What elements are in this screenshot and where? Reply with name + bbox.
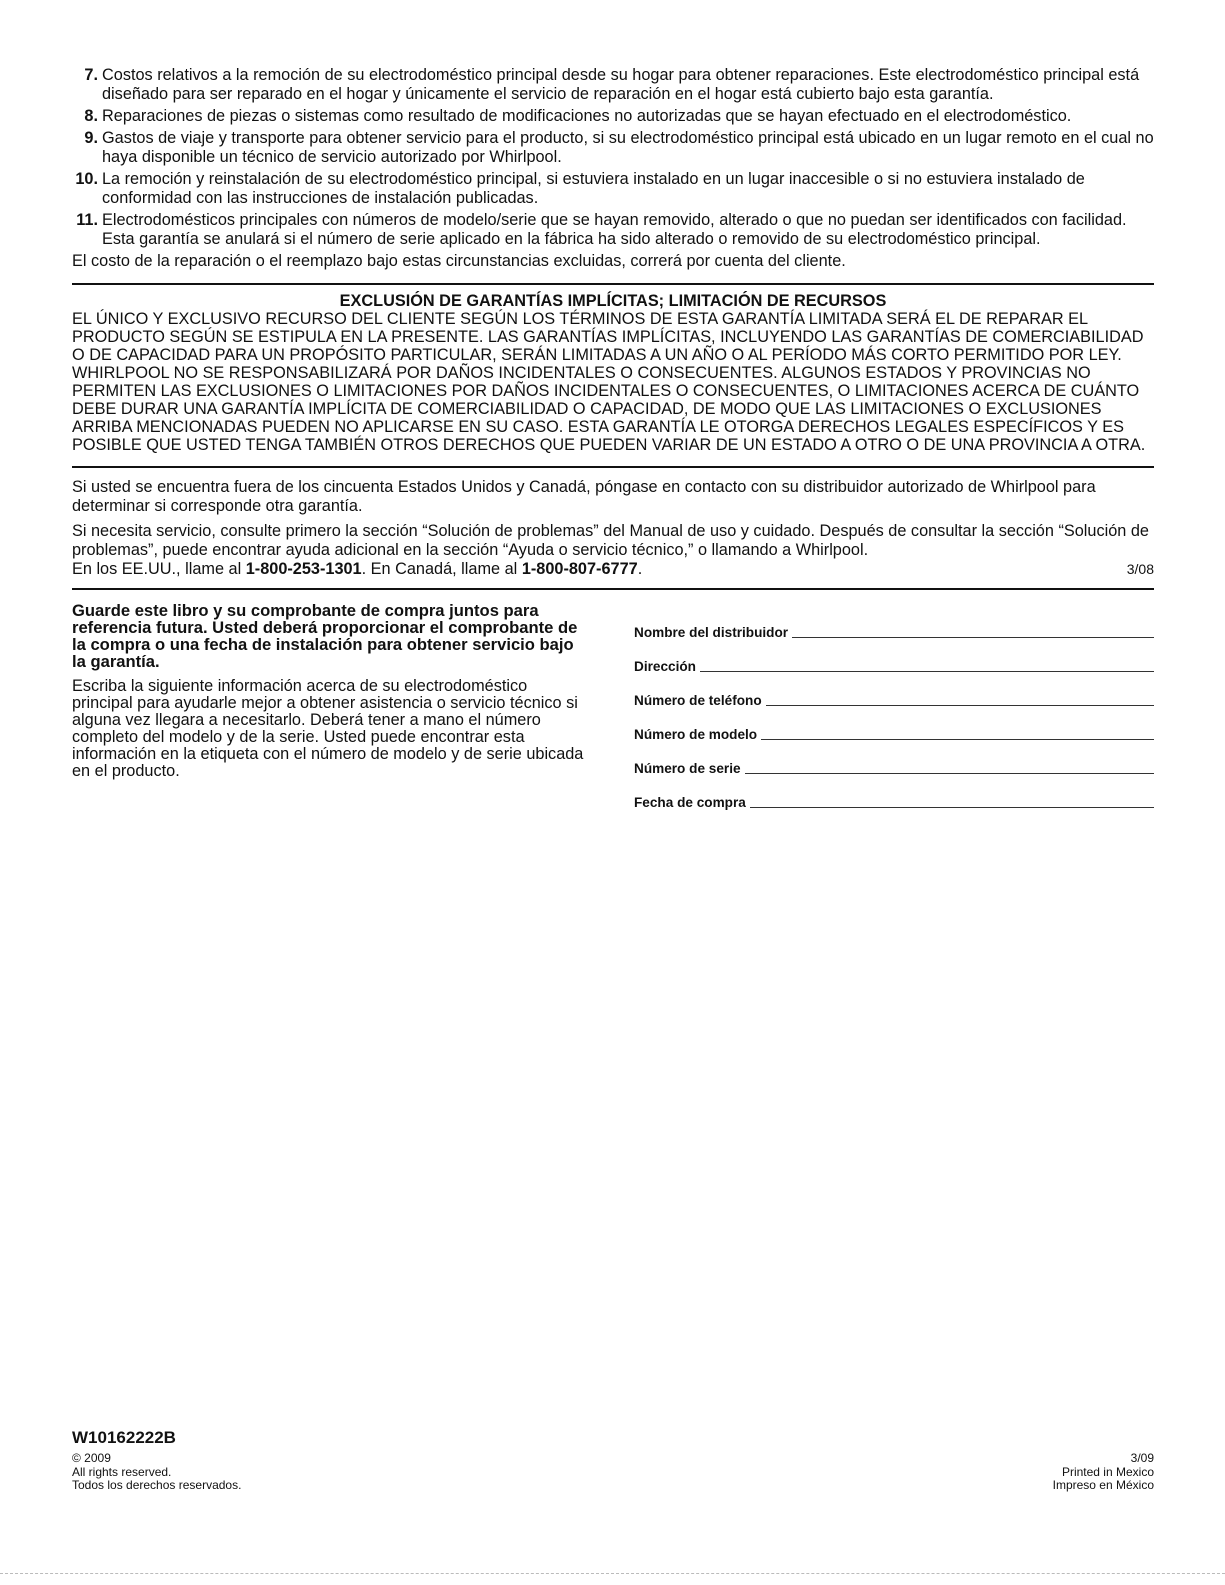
service-text xyxy=(72,522,1154,579)
field-label: Número de teléfono xyxy=(634,693,762,708)
field-label: Número de serie xyxy=(634,761,741,776)
document-number: W10162222B xyxy=(72,1428,176,1447)
list-item-text: Reparaciones de piezas o sistemas como resultado de modificaciones no autorizadas que se hayan efectuado en el electrodoméstico. xyxy=(102,107,1072,125)
footer-left xyxy=(72,1452,241,1493)
dealer-name-field xyxy=(634,608,1154,642)
list-item xyxy=(72,66,1154,104)
record-form xyxy=(634,602,1154,812)
fill-line xyxy=(745,772,1154,774)
exclusion-section xyxy=(72,292,1154,466)
list-item-number: 11. xyxy=(76,211,98,229)
copyright: © 2009 xyxy=(72,1451,111,1465)
list-item-text: Gastos de viaje y transporte para obtener servicio para el producto, si su electrodoméstico principal está ubicado en un lugar remoto en el cual no haya disponible un técnico de servicio autorizado por Whirlpool. xyxy=(102,129,1154,166)
outside-us-text: Si usted se encuentra fuera de los cincuenta Estados Unidos y Canadá, póngase en contacto con su distribuidor autorizado de Whirlpool para determinar si corresponde otra garantía. xyxy=(72,478,1096,515)
period: . xyxy=(637,560,643,578)
list-item-text: Electrodomésticos principales con números de modelo/serie que se hayan removido, alterado o que no puedan ser identificados con facilidad. Esta garantía se anulará si el número de serie aplicado en la fábrica ha sido alterado o removido de su electrodoméstico principal. xyxy=(102,211,1127,248)
version-date: 3/08 xyxy=(1126,561,1154,577)
printed-es: Impreso en México xyxy=(1052,1478,1154,1492)
keep-receipt-intro: Guarde este libro y su comprobante de compra juntos para referencia futura. Usted deberá proporcionar el comprobante de la compra o una fecha de instalación para obtener servicio bajo la garantía. xyxy=(72,601,578,671)
list-item xyxy=(72,211,1154,249)
fill-line xyxy=(792,636,1154,638)
rights-es: Todos los derechos reservados. xyxy=(72,1478,242,1492)
list-item xyxy=(72,170,1154,208)
page-footer xyxy=(72,1428,1154,1493)
list-item-number: 10. xyxy=(75,170,98,188)
us-prefix: En los EE.UU., llame al xyxy=(72,560,246,578)
field-label: Número de modelo xyxy=(634,727,758,742)
printed-en: Printed in Mexico xyxy=(1061,1464,1154,1479)
canada-prefix: . En Canadá, llame al xyxy=(361,560,522,578)
rights-en: All rights reserved. xyxy=(72,1464,172,1479)
address-field xyxy=(634,642,1154,676)
fill-line xyxy=(750,806,1154,808)
contact-info xyxy=(72,468,1154,588)
canada-phone: 1-800-807-6777 xyxy=(521,560,638,578)
phone-field xyxy=(634,676,1154,710)
record-section xyxy=(72,602,1154,812)
closing-sentence: El costo de la reparación o el reemplazo bajo estas circunstancias excluidas, correrá por cuenta del cliente. xyxy=(72,252,846,270)
field-label: Fecha de compra xyxy=(634,795,746,810)
print-date: 3/09 xyxy=(1130,1451,1154,1465)
list-item xyxy=(72,107,1154,126)
scan-edge-line xyxy=(0,1573,1225,1574)
divider xyxy=(72,588,1154,590)
service-text-body: Si necesita servicio, consulte primero la sección “Solución de problemas” del Manual de uso y cuidado. Después de consultar la sección “Solución de problemas”, puede encontrar ayuda adicional en la sección “Ayuda o servicio técnico,” o llamando a Whirlpool. xyxy=(72,522,1149,559)
exclusion-title: EXCLUSIÓN DE GARANTÍAS IMPLÍCITAS; LIMITACIÓN DE RECURSOS xyxy=(339,292,887,310)
serial-number-field xyxy=(634,744,1154,778)
list-item-number: 9. xyxy=(84,129,98,147)
phone-line xyxy=(72,560,1154,579)
fill-line xyxy=(766,704,1154,706)
list-item-number: 8. xyxy=(84,107,98,125)
model-number-field xyxy=(634,710,1154,744)
page-content xyxy=(72,66,1154,812)
exclusion-body: EL ÚNICO Y EXCLUSIVO RECURSO DEL CLIENTE SEGÚN LOS TÉRMINOS DE ESTA GARANTÍA LIMITADA SERÁ EL DE REPARAR EL PRODUCTO SEGÚN SE ESTIPULA EN LA PRESENTE. LAS GARANTÍAS IMPLÍCITAS, INCLUYENDO LAS GARANTÍAS DE COMERCIABILIDAD O DE CAPACIDAD PARA UN PROPÓSITO PARTICULAR, SERÁN LIMITADAS A UN AÑO O AL PERÍODO MÁS CORTO PERMITIDO POR LEY. WHIRLPOOL NO SE RESPONSABILIZARÁ POR DAÑOS INCIDENTALES O CONSECUENTES. ALGUNOS ESTADOS Y PROVINCIAS NO PERMITEN LAS EXCLUSIONES O LIMITACIONES POR DAÑOS INCIDENTALES O CONSECUENTES, O LIMITACIONES ACERCA DE CUÁNTO DEBE DURAR UNA GARANTÍA IMPLÍCITA DE COMERCIABILIDAD O CAPACIDAD, DE MODO QUE LAS LIMITACIONES O EXCLUSIONES ARRIBA MENCIONADAS PUEDEN NO APLICARSE EN SU CASO. ESTA GARANTÍA LE OTORGA DERECHOS LEGALES ESPECÍFICOS Y ES POSIBLE QUE USTED TENGA TAMBIÉN OTROS DERECHOS QUE PUEDEN VARIAR DE UN ESTADO A OTRO O DE UNA PROVINCIA A OTRA. xyxy=(72,310,1146,454)
fill-line xyxy=(761,738,1154,740)
us-phone: 1-800-253-1301 xyxy=(245,560,362,578)
phone-numbers xyxy=(72,560,642,579)
footer-columns xyxy=(72,1452,1154,1493)
purchase-date-field xyxy=(634,778,1154,812)
exclusions-list xyxy=(72,66,1154,249)
list-item-text: La remoción y reinstalación de su electrodoméstico principal, si estuviera instalado en un lugar inaccesible o si no estuviera instalado de conformidad con las instrucciones de instalación publicadas. xyxy=(102,170,1085,207)
fill-line xyxy=(700,670,1154,672)
list-item xyxy=(72,129,1154,167)
field-label: Dirección xyxy=(634,659,696,674)
keep-receipt-text xyxy=(72,602,590,812)
field-label: Nombre del distribuidor xyxy=(634,625,789,640)
list-item-text: Costos relativos a la remoción de su electrodoméstico principal desde su hogar para obtener reparaciones. Este electrodoméstico principal está diseñado para ser reparado en el hogar y únicamente el servicio de reparación en el hogar está cubierto bajo esta garantía. xyxy=(102,66,1140,103)
list-item-number: 7. xyxy=(84,66,98,84)
keep-receipt-body: Escriba la siguiente información acerca de su electrodoméstico principal para ayudarle mejor a obtener asistencia o servicio técnico si alguna vez llegara a necesitarlo. Deberá tener a mano el número completo del modelo y de la serie. Usted puede encontrar esta información en la etiqueta con el número de modelo y de serie ubicada en el producto. xyxy=(72,677,584,780)
footer-right xyxy=(1053,1452,1154,1493)
divider xyxy=(72,283,1154,285)
